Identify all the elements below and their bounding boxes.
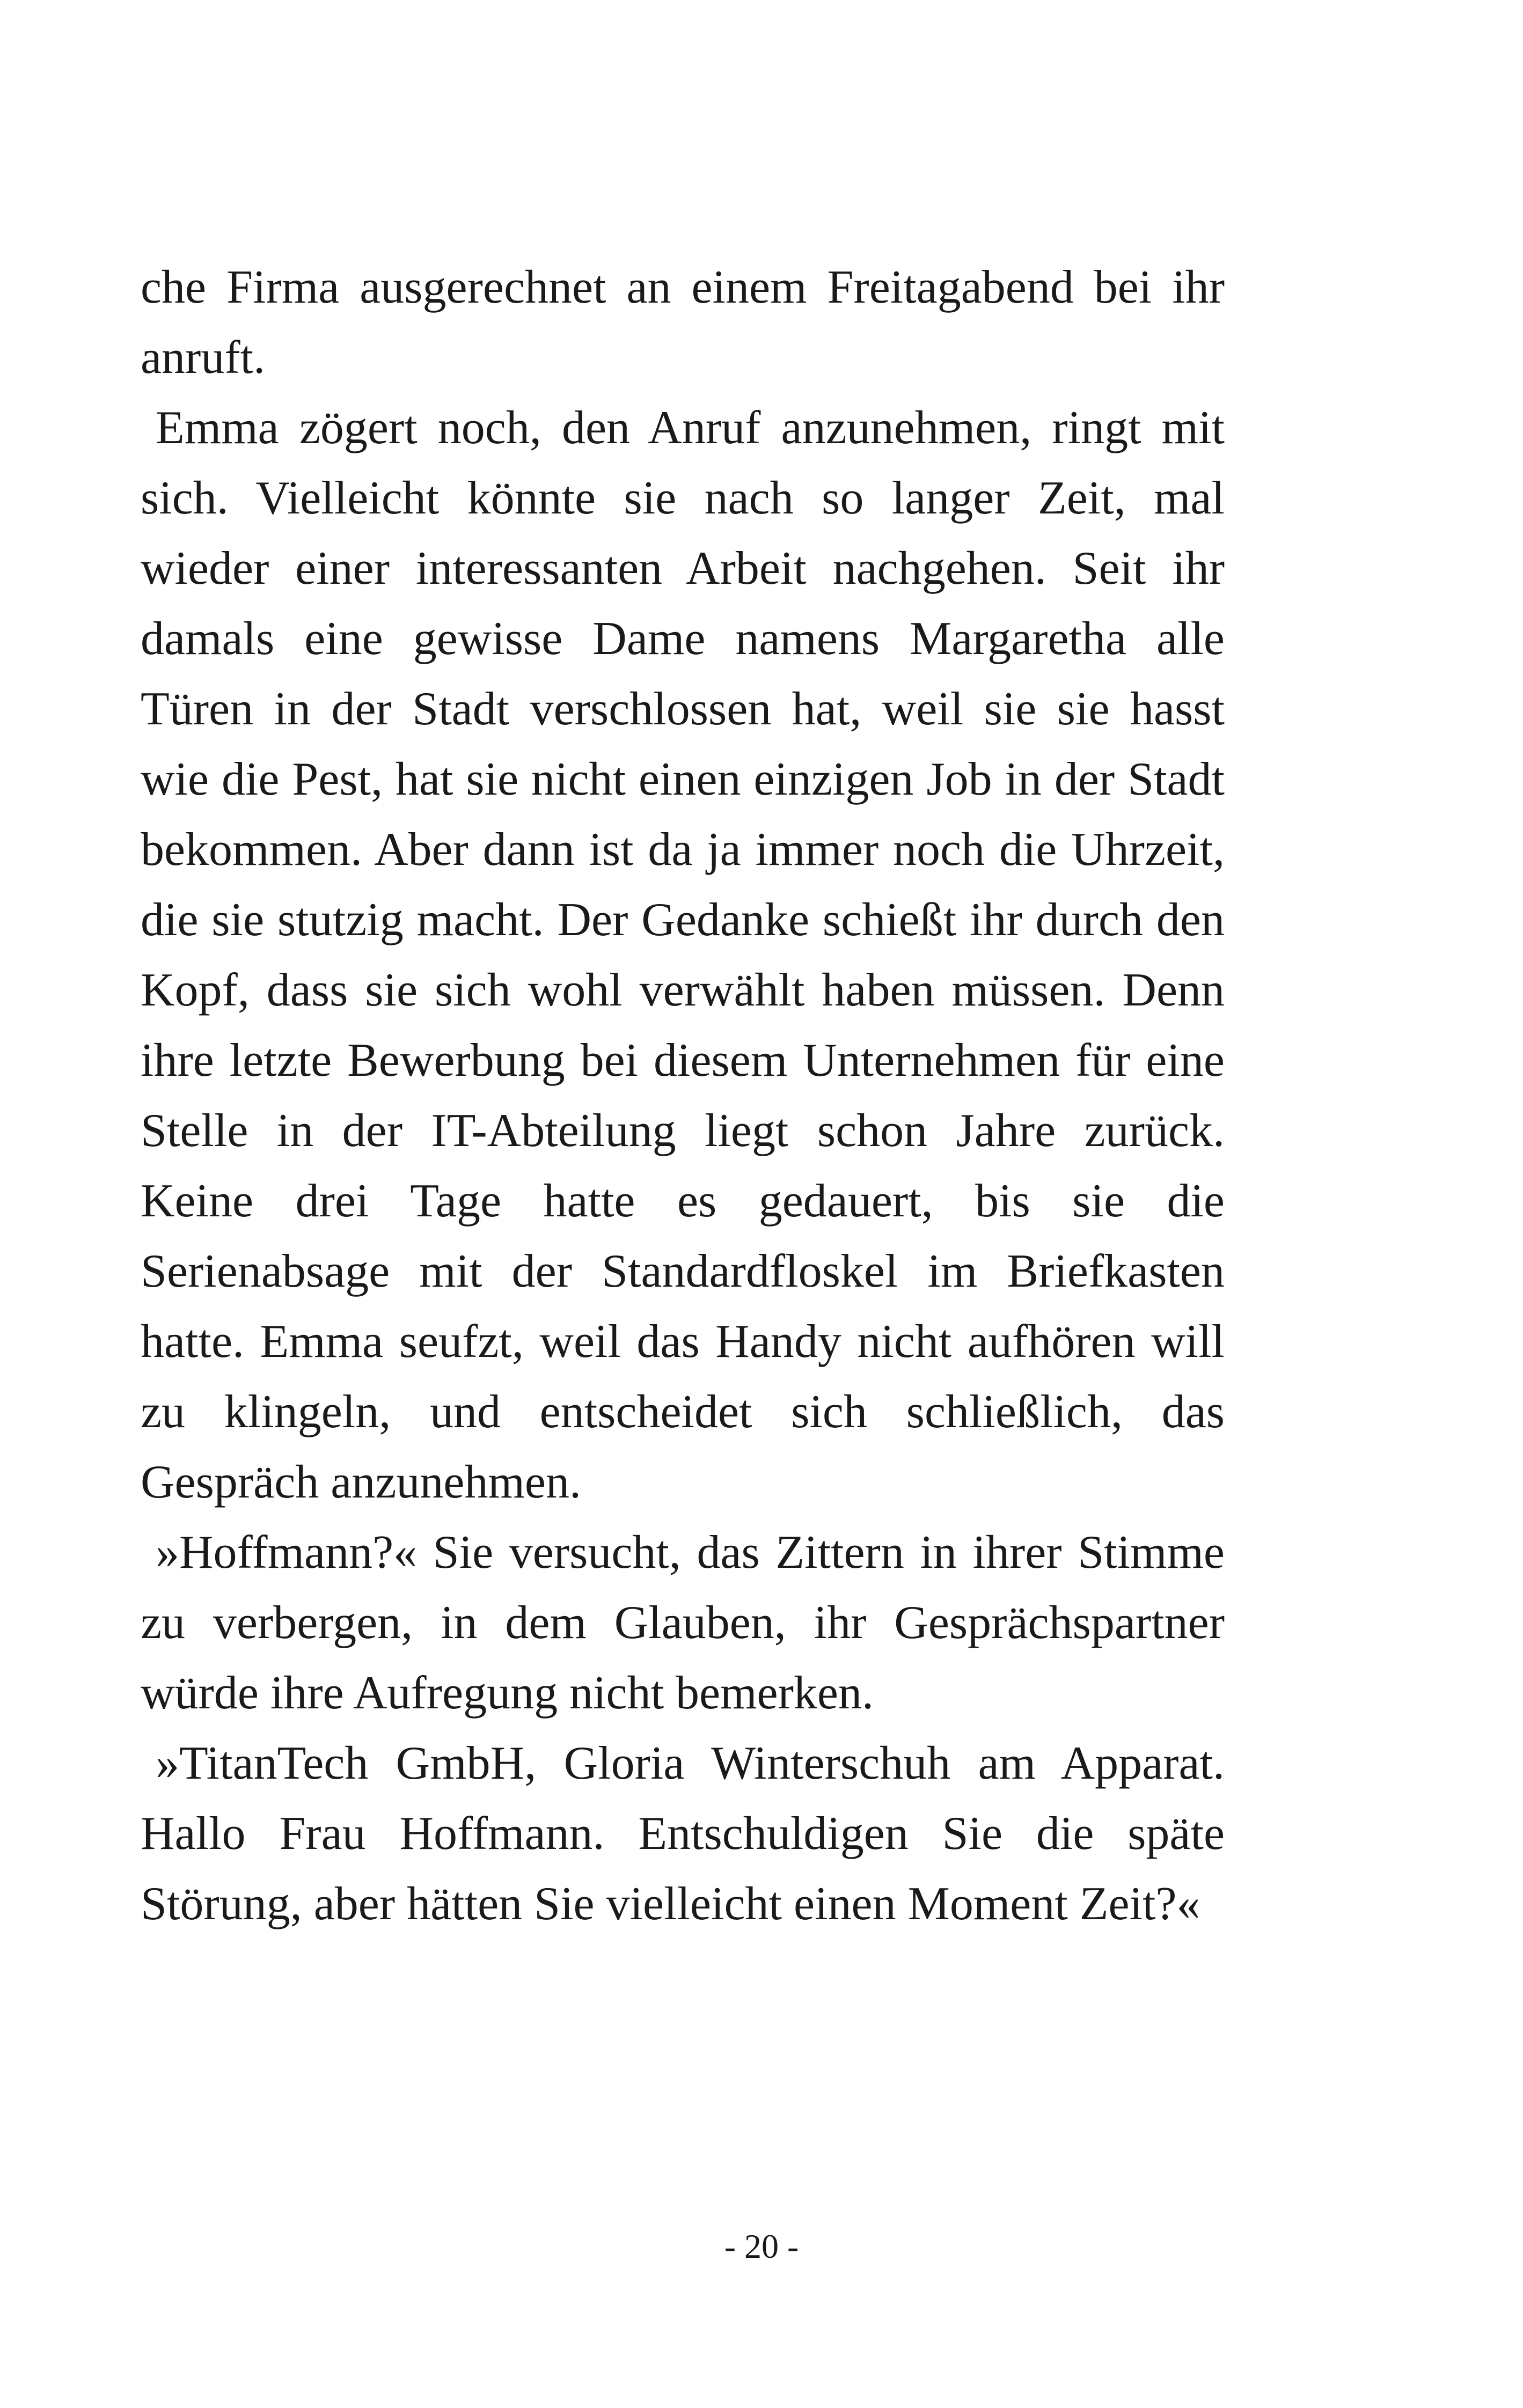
paragraph-emma-hesitates: Emma zögert noch, den Anruf anzunehmen, ringt mit sich. Vielleicht könnte sie nach so langer Zeit, mal wieder einer interessanten Arbeit nachgehen. Seit ihr damals eine gewisse Dame namens Margaretha alle Türen in der Stadt verschlossen hat, weil sie sie hasst wie die Pest, hat sie nicht einen einzigen Job in der Stadt bekommen. Aber dann ist da ja immer noch die Uhrzeit, die sie stutzig macht. Der Gedanke schießt ihr durch den Kopf, dass sie sich wohl verwählt haben müssen. Denn ihre letzte Bewerbung bei diesem Unternehmen für eine Stelle in der IT-Abteilung liegt schon Jahre zurück. Keine drei Tage hatte es gedauert, bis sie die Serienabsage mit der Standardfloskel im Briefkasten hatte. Emma seufzt, weil das Handy nicht aufhören will zu klingeln, und entscheidet sich schließlich, das Gespräch anzunehmen.: [141, 402, 1225, 1508]
paragraph-continuation: che Firma ausgerechnet an einem Freitagabend bei ihr anruft.: [141, 261, 1225, 384]
paragraph-hoffmann-answer: »Hoffmann?« Sie versucht, das Zittern in ihrer Stimme zu verbergen, in dem Glauben, ihr Gesprächspartner würde ihre Aufregung nicht bemerken.: [141, 1526, 1225, 1719]
body-text: [141, 252, 1225, 1939]
paragraph-titantech-caller: »TitanTech GmbH, Gloria Winterschuh am Apparat. Hallo Frau Hoffmann. Entschuldigen Sie die späte Störung, aber hätten Sie vielleicht einen Moment Zeit?«: [141, 1737, 1225, 1930]
page-number: - 20 -: [724, 2227, 799, 2265]
